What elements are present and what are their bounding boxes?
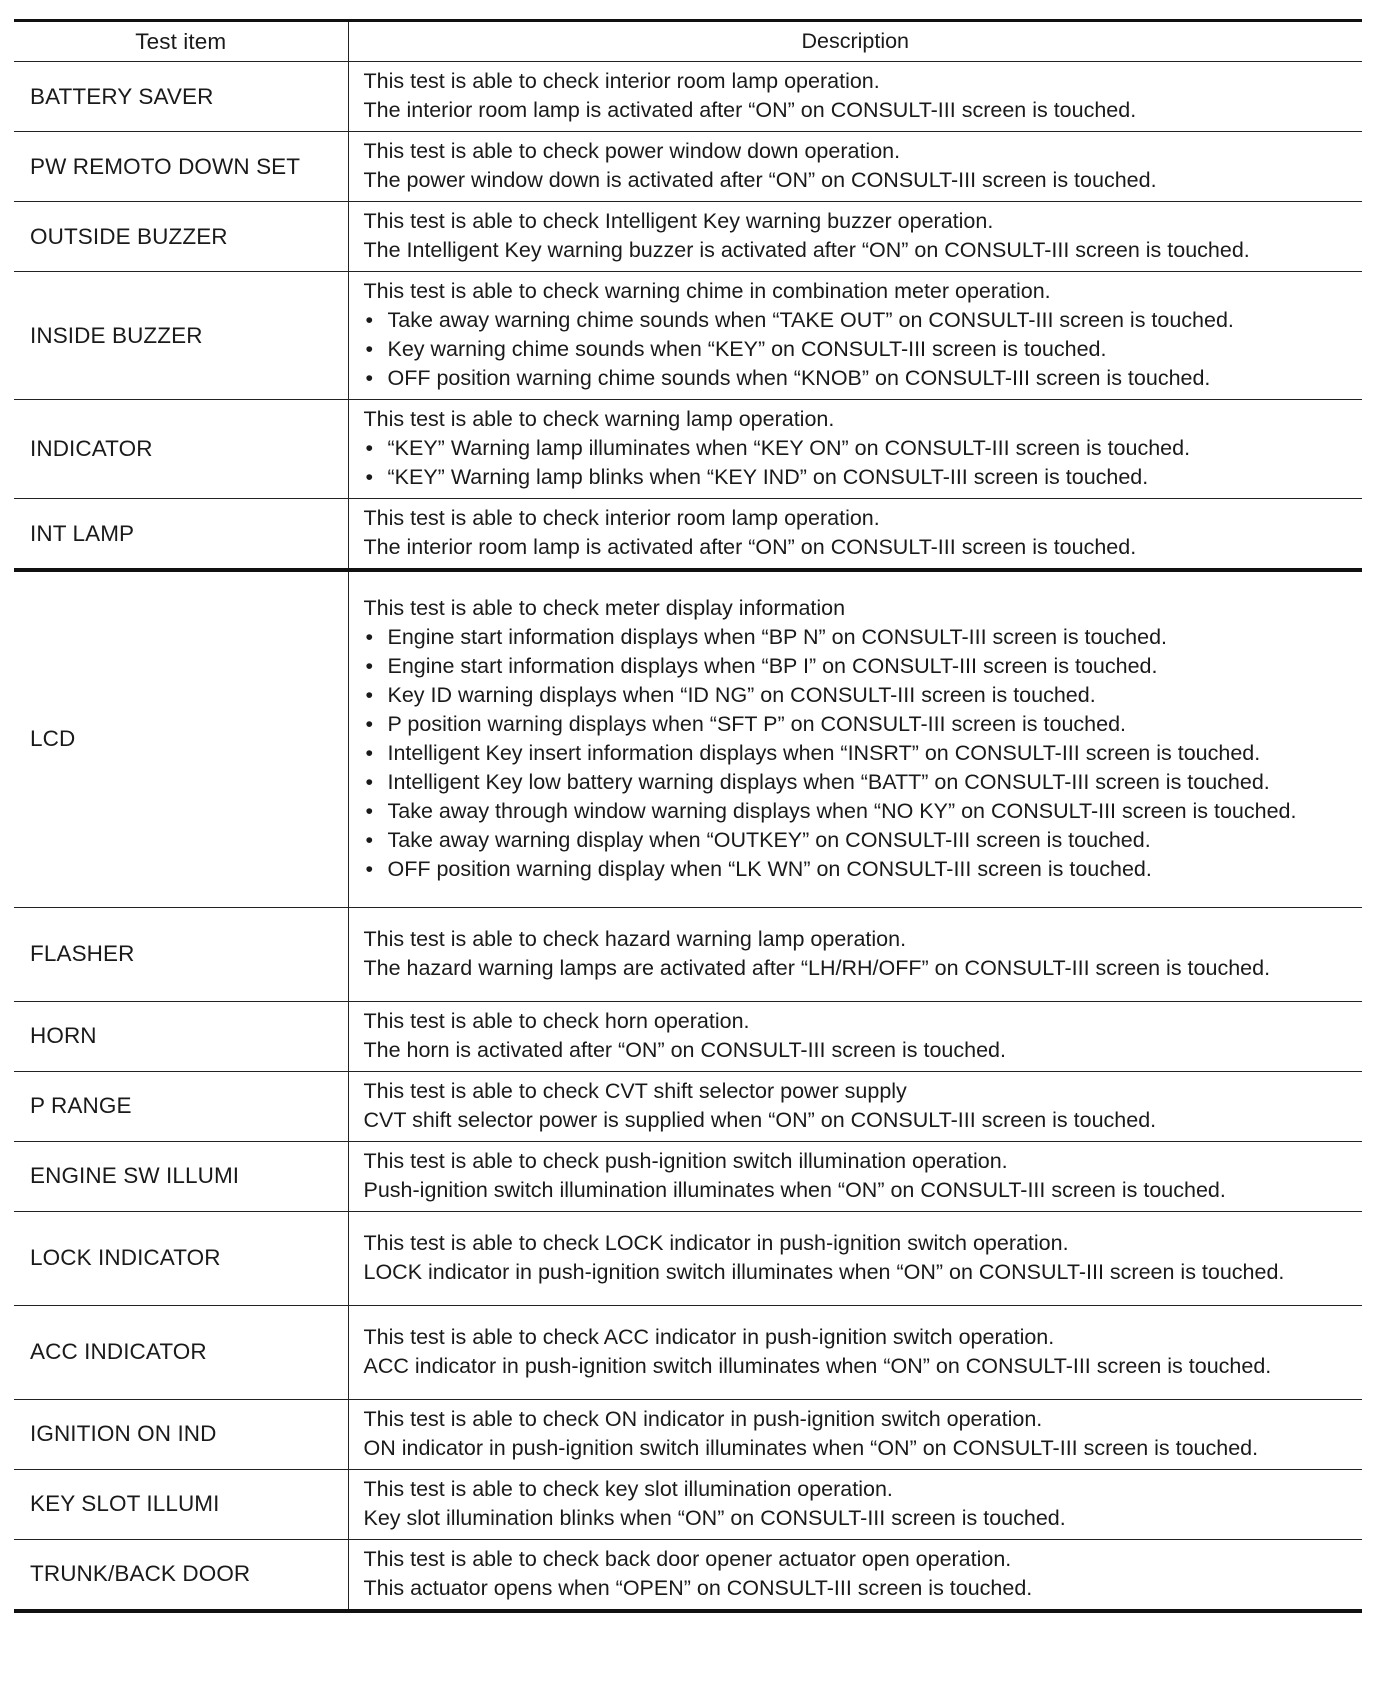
description-cell: [348, 907, 1362, 1001]
list-item: • Engine start information displays when “BP N” on CONSULT-III screen is touched.: [364, 623, 1355, 652]
description-line: This test is able to check warning lamp operation.: [363, 407, 835, 431]
table-row: [14, 907, 1362, 1001]
description-line: This test is able to check warning chime in combination meter operation.: [363, 279, 1051, 303]
table-row: [14, 62, 1362, 132]
description-cell: [348, 1305, 1362, 1399]
table-row: [14, 202, 1362, 272]
description-line: This test is able to check LOCK indicator in push-ignition switch operation.: [363, 1230, 1069, 1255]
description-cell: [348, 1399, 1362, 1469]
test-item-cell: ACC INDICATOR: [14, 1305, 348, 1399]
description-cell: [348, 62, 1362, 132]
table-row: [14, 570, 1362, 907]
test-item-cell: FLASHER: [14, 907, 348, 1001]
bullet-list: [364, 623, 1355, 884]
description-cell: [348, 202, 1362, 272]
description-line: ACC indicator in push-ignition switch illuminates when “ON” on CONSULT-III screen is touched.: [363, 1353, 1272, 1378]
description-cell: [348, 570, 1362, 907]
description-line: LOCK indicator in push-ignition switch illuminates when “ON” on CONSULT-III screen is touched.: [363, 1259, 1285, 1284]
description-line: Push-ignition switch illumination illuminates when “ON” on CONSULT-III screen is touched.: [363, 1177, 1226, 1202]
description-line: This test is able to check ON indicator in push-ignition switch operation.: [363, 1406, 1043, 1431]
description-line: This test is able to check back door opener actuator open operation.: [363, 1546, 1012, 1571]
description-line: This test is able to check meter display information: [363, 595, 846, 620]
test-item-cell: TRUNK/BACK DOOR: [14, 1539, 348, 1611]
list-item: • “KEY” Warning lamp blinks when “KEY IND” on CONSULT-III screen is touched.: [364, 463, 1355, 492]
description-line: This test is able to check ACC indicator in push-ignition switch operation.: [363, 1324, 1055, 1349]
description-line: The interior room lamp is activated after “ON” on CONSULT-III screen is touched.: [363, 535, 1137, 559]
description-line: The horn is activated after “ON” on CONSULT-III screen is touched.: [363, 1037, 1006, 1062]
table-row: [14, 1539, 1362, 1611]
active-test-table: [14, 19, 1362, 1613]
table-row: [14, 400, 1362, 499]
test-item-cell: KEY SLOT ILLUMI: [14, 1469, 348, 1539]
bullet-list: [364, 306, 1355, 393]
list-item: • Intelligent Key low battery warning displays when “BATT” on CONSULT-III screen is touched.: [364, 768, 1355, 797]
test-item-cell: IGNITION ON IND: [14, 1399, 348, 1469]
test-item-cell: OUTSIDE BUZZER: [14, 202, 348, 272]
bullet-list: [364, 434, 1355, 492]
test-item-cell: INSIDE BUZZER: [14, 272, 348, 400]
description-cell: [348, 132, 1362, 202]
description-line: This test is able to check power window down operation.: [363, 139, 901, 163]
description-line: Key slot illumination blinks when “ON” on CONSULT-III screen is touched.: [363, 1505, 1066, 1530]
description-cell: [348, 1539, 1362, 1611]
table-row: [14, 1211, 1362, 1305]
list-item: • “KEY” Warning lamp illuminates when “KEY ON” on CONSULT-III screen is touched.: [364, 434, 1355, 463]
description-cell: [348, 499, 1362, 571]
test-item-cell: ENGINE SW ILLUMI: [14, 1141, 348, 1211]
description-cell: [348, 1211, 1362, 1305]
test-item-cell: INDICATOR: [14, 400, 348, 499]
description-line: The interior room lamp is activated after “ON” on CONSULT-III screen is touched.: [363, 98, 1137, 122]
description-cell: [348, 272, 1362, 400]
description-cell: [348, 1469, 1362, 1539]
test-item-cell: PW REMOTO DOWN SET: [14, 132, 348, 202]
table-row: [14, 1305, 1362, 1399]
description-cell: [348, 1071, 1362, 1141]
test-item-cell: INT LAMP: [14, 499, 348, 571]
description-line: CVT shift selector power is supplied when “ON” on CONSULT-III screen is touched.: [363, 1107, 1157, 1132]
description-line: ON indicator in push-ignition switch illuminates when “ON” on CONSULT-III screen is touched.: [363, 1435, 1259, 1460]
header-test-item: Test item: [14, 21, 348, 62]
description-line: This test is able to check horn operation.: [363, 1008, 750, 1033]
table-row: [14, 1071, 1362, 1141]
table-row: [14, 1141, 1362, 1211]
test-item-cell: LOCK INDICATOR: [14, 1211, 348, 1305]
table-row: [14, 1469, 1362, 1539]
description-line: This actuator opens when “OPEN” on CONSULT-III screen is touched.: [363, 1575, 1033, 1600]
description-cell: [348, 1001, 1362, 1071]
list-item: • Take away warning chime sounds when “TAKE OUT” on CONSULT-III screen is touched.: [364, 306, 1355, 335]
header-description: Description: [348, 21, 1362, 62]
table-row: [14, 132, 1362, 202]
list-item: • Key ID warning displays when “ID NG” on CONSULT-III screen is touched.: [364, 681, 1355, 710]
test-item-cell: LCD: [14, 570, 348, 907]
list-item: • OFF position warning display when “LK WN” on CONSULT-III screen is touched.: [364, 855, 1355, 884]
list-item: • Engine start information displays when “BP I” on CONSULT-III screen is touched.: [364, 652, 1355, 681]
description-line: This test is able to check Intelligent Key warning buzzer operation.: [363, 209, 994, 233]
test-item-cell: HORN: [14, 1001, 348, 1071]
description-line: This test is able to check push-ignition switch illumination operation.: [363, 1148, 1008, 1173]
table-row: [14, 1001, 1362, 1071]
table-row: [14, 1399, 1362, 1469]
description-line: The power window down is activated after “ON” on CONSULT-III screen is touched.: [363, 168, 1157, 192]
table-row: [14, 499, 1362, 571]
description-cell: [348, 400, 1362, 499]
description-line: This test is able to check key slot illumination operation.: [363, 1476, 893, 1501]
description-line: The hazard warning lamps are activated after “LH/RH/OFF” on CONSULT-III screen is touched.: [363, 955, 1271, 980]
table-row: [14, 272, 1362, 400]
description-line: This test is able to check interior room lamp operation.: [363, 69, 880, 93]
table-header-row: [14, 21, 1362, 62]
list-item: • Take away through window warning displays when “NO KY” on CONSULT-III screen is touched.: [364, 797, 1355, 826]
description-line: This test is able to check hazard warning lamp operation.: [363, 926, 907, 951]
list-item: • P position warning displays when “SFT P” on CONSULT-III screen is touched.: [364, 710, 1355, 739]
description-line: This test is able to check interior room lamp operation.: [363, 506, 880, 530]
description-cell: [348, 1141, 1362, 1211]
list-item: • Take away warning display when “OUTKEY” on CONSULT-III screen is touched.: [364, 826, 1355, 855]
list-item: • OFF position warning chime sounds when “KNOB” on CONSULT-III screen is touched.: [364, 364, 1355, 393]
test-item-cell: P RANGE: [14, 1071, 348, 1141]
description-line: This test is able to check CVT shift selector power supply: [363, 1078, 907, 1103]
test-item-cell: BATTERY SAVER: [14, 62, 348, 132]
list-item: • Key warning chime sounds when “KEY” on CONSULT-III screen is touched.: [364, 335, 1355, 364]
list-item: • Intelligent Key insert information displays when “INSRT” on CONSULT-III screen is touched.: [364, 739, 1355, 768]
description-line: The Intelligent Key warning buzzer is activated after “ON” on CONSULT-III screen is touched.: [363, 238, 1250, 262]
